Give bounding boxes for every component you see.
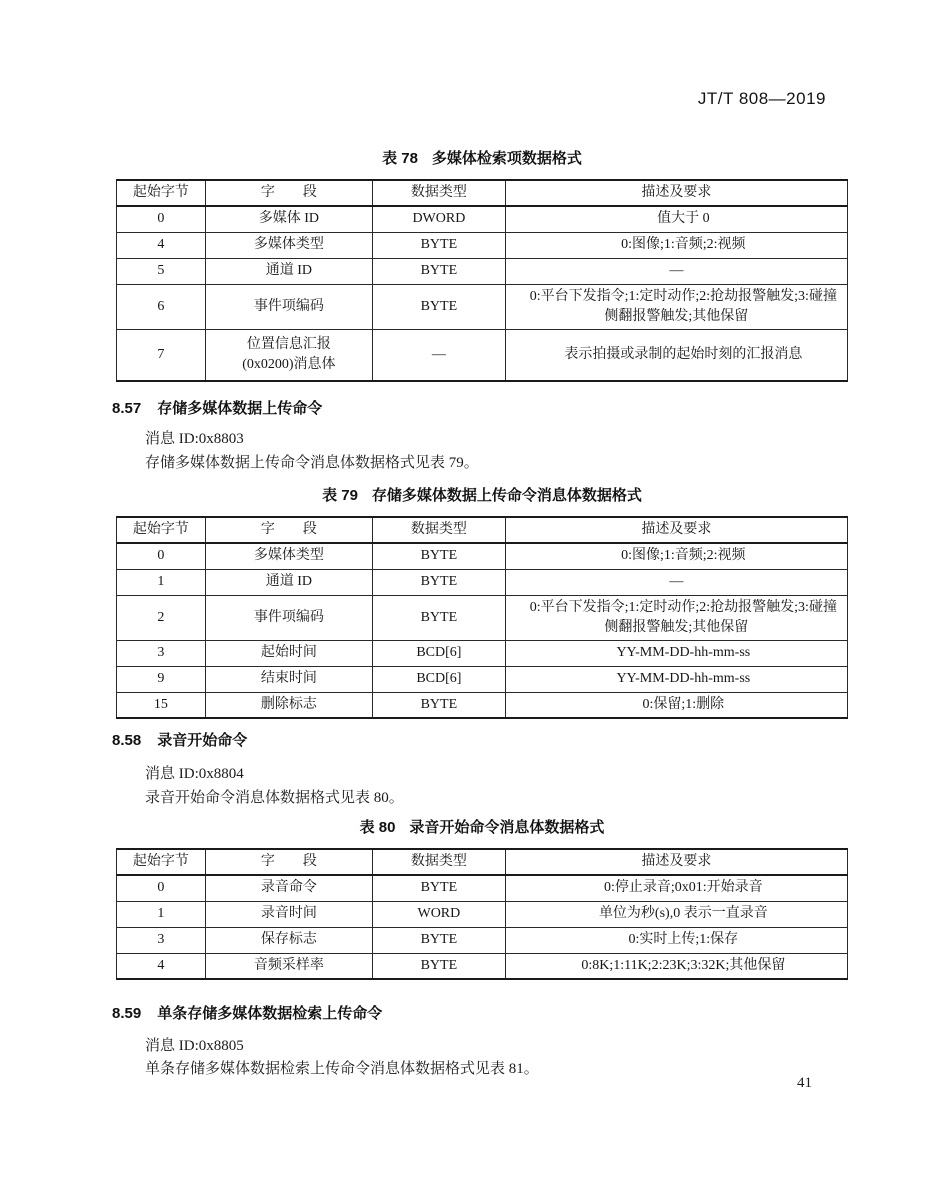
field-cell: 多媒体类型 <box>205 543 372 569</box>
column-header-description: 描述及要求 <box>505 517 847 543</box>
message-id-line: 消息 ID:0x8803 <box>145 431 244 447</box>
table-row <box>117 329 848 381</box>
data-type-cell: BCD[6] <box>373 666 506 692</box>
start-byte-cell: 2 <box>117 595 206 640</box>
column-header-data-type: 数据类型 <box>373 180 506 206</box>
table78-caption-title: 多媒体检索项数据格式 <box>431 150 582 167</box>
table-reference-line: 单条存储多媒体数据检索上传命令消息体数据格式见表 81。 <box>145 1061 539 1077</box>
table-row <box>117 927 848 953</box>
start-byte-cell: 0 <box>117 875 206 901</box>
column-header-description: 描述及要求 <box>505 849 847 875</box>
table-row <box>117 953 848 979</box>
table-row <box>117 284 848 329</box>
start-byte-cell: 1 <box>117 569 206 595</box>
section-8-59-heading <box>112 1002 382 1023</box>
description-cell: 0:停止录音;0x01:开始录音 <box>505 875 847 901</box>
table78-caption-label: 表 78 <box>382 150 418 167</box>
section-8-57-heading <box>112 397 322 418</box>
description-cell: 0:图像;1:音频;2:视频 <box>505 232 847 258</box>
table78-header-row <box>117 180 848 206</box>
column-header-field: 字 段 <box>205 517 372 543</box>
description-cell: YY-MM-DD-hh-mm-ss <box>505 666 847 692</box>
field-cell: 音频采样率 <box>205 953 372 979</box>
data-type-cell: BYTE <box>373 284 506 329</box>
table80-caption-label: 表 80 <box>359 819 396 836</box>
data-type-cell: BYTE <box>373 569 506 595</box>
field-cell <box>205 329 372 381</box>
start-byte-cell: 4 <box>117 953 206 979</box>
table-reference-line: 存储多媒体数据上传命令消息体数据格式见表 79。 <box>145 455 479 471</box>
table80-caption <box>116 816 848 837</box>
field-cell: 录音命令 <box>205 875 372 901</box>
table79-caption-label: 表 79 <box>322 487 358 504</box>
start-byte-cell: 0 <box>117 543 206 569</box>
description-cell: 0:图像;1:音频;2:视频 <box>505 543 847 569</box>
start-byte-cell: 0 <box>117 206 206 232</box>
table80 <box>116 848 848 980</box>
table-row <box>117 543 848 569</box>
column-header-start-byte: 起始字节 <box>117 180 206 206</box>
standard-number-header: JT/T 808—2019 <box>697 89 826 108</box>
table79-header-row <box>117 517 848 543</box>
column-header-field: 字 段 <box>205 849 372 875</box>
table79-caption <box>116 484 848 505</box>
field-cell: 多媒体类型 <box>205 232 372 258</box>
data-type-cell: WORD <box>373 901 506 927</box>
table-row <box>117 232 848 258</box>
table-row <box>117 595 848 640</box>
column-header-start-byte: 起始字节 <box>117 517 206 543</box>
data-type-cell: BYTE <box>373 595 506 640</box>
table79 <box>116 516 848 719</box>
start-byte-cell: 3 <box>117 927 206 953</box>
data-type-cell: BYTE <box>373 875 506 901</box>
field-cell: 删除标志 <box>205 692 372 718</box>
data-type-cell: BYTE <box>373 692 506 718</box>
description-cell: — <box>505 258 847 284</box>
column-header-description: 描述及要求 <box>505 180 847 206</box>
section-number: 8.59 <box>112 1005 142 1022</box>
description-cell: 0:保留;1:删除 <box>505 692 847 718</box>
description-cell: 0:实时上传;1:保存 <box>505 927 847 953</box>
field-cell: 录音时间 <box>205 901 372 927</box>
message-id-line: 消息 ID:0x8805 <box>145 1038 244 1054</box>
table-row <box>117 692 848 718</box>
field-cell: 起始时间 <box>205 640 372 666</box>
description-cell: YY-MM-DD-hh-mm-ss <box>505 640 847 666</box>
table-reference-line: 录音开始命令消息体数据格式见表 80。 <box>145 790 404 806</box>
page-number: 41 <box>797 1075 812 1091</box>
description-cell: 0:平台下发指令;1:定时动作;2:抢劫报警触发;3:碰撞侧翻报警触发;其他保留 <box>505 284 847 329</box>
section-title: 存储多媒体数据上传命令 <box>157 400 323 417</box>
field-line-1: 位置信息汇报 <box>246 336 331 352</box>
data-type-cell: BYTE <box>373 232 506 258</box>
field-cell: 通道 ID <box>205 569 372 595</box>
description-cell: 0:8K;1:11K;2:23K;3:32K;其他保留 <box>505 953 847 979</box>
start-byte-cell: 4 <box>117 232 206 258</box>
data-type-cell: BYTE <box>373 927 506 953</box>
data-type-cell: BCD[6] <box>373 640 506 666</box>
section-number: 8.58 <box>112 732 142 749</box>
table-row <box>117 875 848 901</box>
message-id-line: 消息 ID:0x8804 <box>145 766 244 782</box>
description-cell: — <box>505 569 847 595</box>
data-type-cell: — <box>373 329 506 381</box>
table78-caption <box>116 147 848 168</box>
section-title: 单条存储多媒体数据检索上传命令 <box>157 1005 383 1022</box>
section-title: 录音开始命令 <box>157 732 248 749</box>
start-byte-cell: 9 <box>117 666 206 692</box>
field-cell: 事件项编码 <box>205 595 372 640</box>
column-header-field: 字 段 <box>205 180 372 206</box>
table-row <box>117 258 848 284</box>
table78 <box>116 179 848 382</box>
column-header-data-type: 数据类型 <box>373 517 506 543</box>
field-cell: 结束时间 <box>205 666 372 692</box>
table-row <box>117 640 848 666</box>
description-cell: 单位为秒(s),0 表示一直录音 <box>505 901 847 927</box>
start-byte-cell: 15 <box>117 692 206 718</box>
field-cell: 事件项编码 <box>205 284 372 329</box>
table79-caption-title: 存储多媒体数据上传命令消息体数据格式 <box>371 487 642 504</box>
data-type-cell: BYTE <box>373 543 506 569</box>
description-cell: 表示拍摄或录制的起始时刻的汇报消息 <box>505 329 847 381</box>
start-byte-cell: 3 <box>117 640 206 666</box>
column-header-start-byte: 起始字节 <box>117 849 206 875</box>
table80-header-row <box>117 849 848 875</box>
section-8-58-heading <box>112 729 247 750</box>
start-byte-cell: 1 <box>117 901 206 927</box>
field-cell: 保存标志 <box>205 927 372 953</box>
column-header-data-type: 数据类型 <box>373 849 506 875</box>
table-row <box>117 206 848 232</box>
start-byte-cell: 7 <box>117 329 206 381</box>
start-byte-cell: 5 <box>117 258 206 284</box>
description-cell: 0:平台下发指令;1:定时动作;2:抢劫报警触发;3:碰撞侧翻报警触发;其他保留 <box>505 595 847 640</box>
table80-caption-title: 录音开始命令消息体数据格式 <box>409 819 605 836</box>
table-row <box>117 901 848 927</box>
field-cell: 多媒体 ID <box>205 206 372 232</box>
field-line-2: (0x0200)消息体 <box>242 356 336 372</box>
field-cell: 通道 ID <box>205 258 372 284</box>
data-type-cell: DWORD <box>373 206 506 232</box>
data-type-cell: BYTE <box>373 258 506 284</box>
description-cell: 值大于 0 <box>505 206 847 232</box>
table-row <box>117 666 848 692</box>
data-type-cell: BYTE <box>373 953 506 979</box>
section-number: 8.57 <box>112 400 142 417</box>
start-byte-cell: 6 <box>117 284 206 329</box>
table-row <box>117 569 848 595</box>
